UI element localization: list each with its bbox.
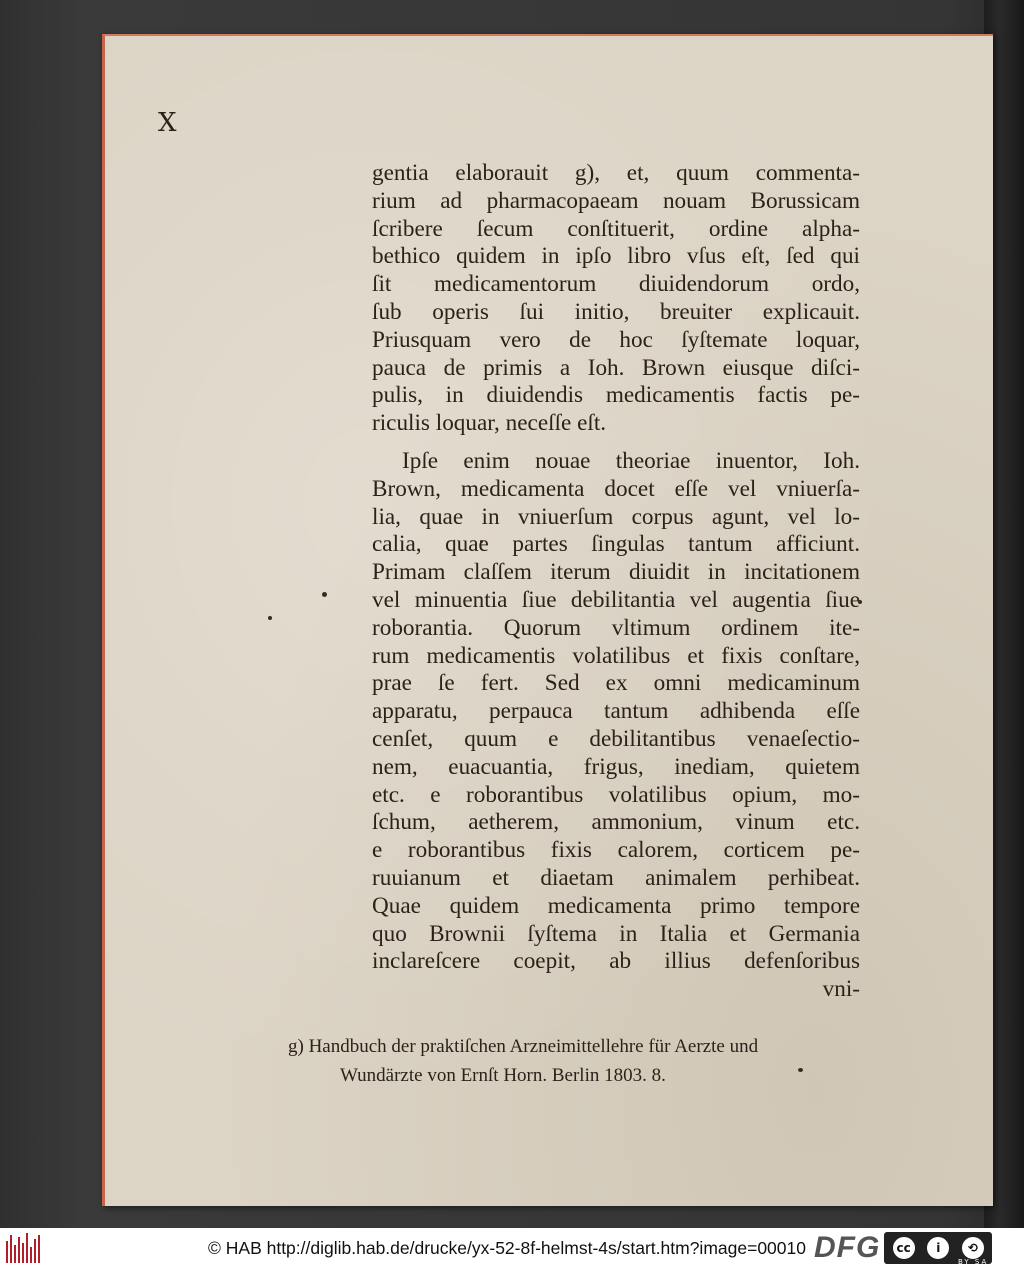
text-line: inclareſcere coepit, ab illius defenſoribus <box>372 948 860 975</box>
catchword: vni- <box>822 976 860 1003</box>
paragraph-2 <box>372 448 860 1004</box>
text-line: bethico quidem in ipſo libro vſus eſt, ſed qui <box>372 243 860 270</box>
paper-speck <box>268 616 272 620</box>
text-line: pulis, in diuidendis medicamentis factis pe- <box>372 382 860 409</box>
text-line: apparatu, perpauca tantum adhibenda eſſe <box>372 698 860 725</box>
footer-bar <box>0 1228 1024 1268</box>
footnote <box>288 1032 868 1090</box>
cc-icon: cc <box>891 1235 917 1261</box>
cc-license-caption: BY SA <box>958 1258 989 1266</box>
text-line: cenſet, quum e debilitantibus venaeſectio- <box>372 725 860 752</box>
paragraph-1 <box>372 160 860 438</box>
footnote-line-1: g) Handbuch der praktiſchen Arzneimittellehre für Aerzte und <box>288 1036 759 1057</box>
text-line: ſit medicamentorum diuidendorum ordo, <box>372 271 860 298</box>
text-line: riculis loquar, neceſſe eſt. <box>372 410 607 437</box>
text-line: calia, quae partes ſingulas tantum afficiunt. <box>372 531 860 558</box>
paragraph-gap <box>372 438 860 448</box>
text-line: Brown, medicamenta docet eſſe vel vniuerſa- <box>372 475 860 502</box>
text-line: Quae quidem medicamenta primo tempore <box>372 892 860 919</box>
paper-speck <box>322 592 327 597</box>
text-line: Priusquam vero de hoc ſyſtemate loquar, <box>372 326 860 353</box>
text-line: vel minuentia ſiue debilitantia vel augentia ſiue <box>372 586 860 613</box>
attribution-icon: i <box>925 1235 951 1261</box>
hab-logo-icon[interactable] <box>6 1233 40 1263</box>
text-line: rium ad pharmacopaeam nouam Borussicam <box>372 187 860 214</box>
text-line: ſcribere ſecum conſtituerit, ordine alpha- <box>372 215 860 242</box>
footnote-line-2: Wundärzte von Ernſt Horn. Berlin 1803. 8. <box>340 1065 666 1086</box>
text-line: ſub operis ſui initio, breuiter explicauit. <box>372 298 860 325</box>
text-line: ſchum, aetherem, ammonium, vinum etc. <box>372 809 860 836</box>
dfg-logo[interactable]: DFG <box>813 1231 881 1264</box>
text-line: e roborantibus fixis calorem, corticem pe- <box>372 837 860 864</box>
credit-link[interactable]: © HAB http://diglib.hab.de/drucke/yx-52-8f-helmst-4s/start.htm?image=00010 <box>208 1237 806 1258</box>
text-line: nem, euacuantia, frigus, inediam, quietem <box>372 753 860 780</box>
body-text <box>372 160 860 1004</box>
text-line: Primam claſſem iterum diuidit in incitationem <box>372 559 860 586</box>
text-line: roborantia. Quorum vltimum ordinem ite- <box>372 614 860 641</box>
text-line: ruuianum et diaetam animalem perhibeat. <box>372 864 860 891</box>
text-line: etc. e roborantibus volatilibus opium, mo- <box>372 781 860 808</box>
text-line: pauca de primis a Ioh. Brown eiusque diſci- <box>372 354 860 381</box>
text-line: prae ſe fert. Sed ex omni medicaminum <box>372 670 860 697</box>
text-line: rum medicamentis volatilibus et fixis conſtare, <box>372 642 860 669</box>
page-number: X <box>158 108 177 138</box>
text-line: Ipſe enim nouae theoriae inuentor, Ioh. <box>402 447 860 474</box>
text-line: lia, quae in vniuerſum corpus agunt, vel lo- <box>372 503 860 530</box>
share-alike-icon: ⟲ <box>960 1235 986 1261</box>
text-line: gentia elaborauit g), et, quum commenta- <box>372 160 860 186</box>
text-line: quo Brownii ſyſtema in Italia et Germania <box>372 920 860 947</box>
